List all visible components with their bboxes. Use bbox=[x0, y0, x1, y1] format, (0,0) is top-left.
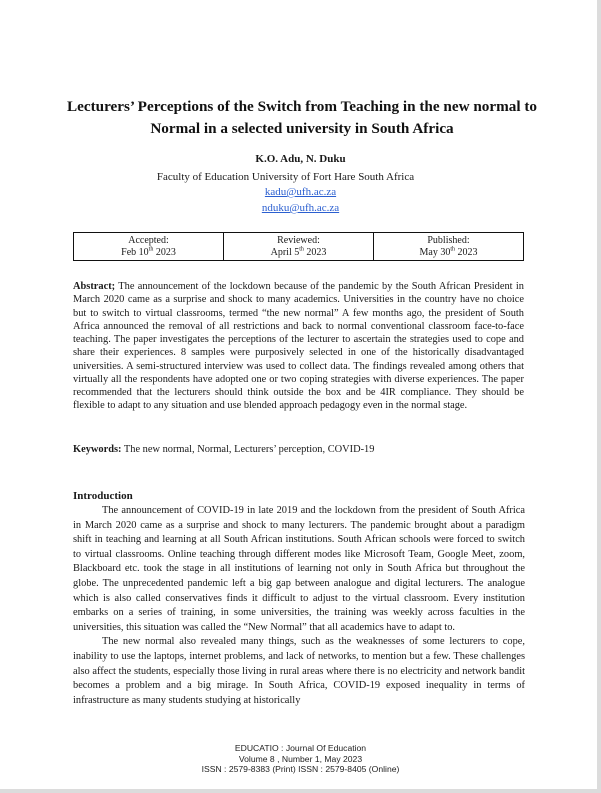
date-label: Reviewed: bbox=[277, 235, 320, 246]
page-edge bbox=[597, 0, 601, 793]
date-accepted bbox=[74, 233, 224, 260]
date-published bbox=[374, 233, 523, 260]
date-label: Published: bbox=[427, 235, 470, 246]
section-heading: Introduction bbox=[73, 490, 133, 502]
date-reviewed bbox=[224, 233, 374, 260]
abstract bbox=[73, 280, 524, 413]
keywords bbox=[73, 444, 524, 455]
introduction-body bbox=[73, 504, 525, 708]
affiliation: Faculty of Education University of Fort Hare South Africa bbox=[156, 171, 415, 183]
paragraph: The announcement of COVID-19 in late 2019 and the lockdown from the president of South Africa in March 2020 came as a surprise and shock to many lecturers. The pandemic brought about a paradigm shift in teaching and learning at all South African institutions. South African schools were forced to switch to virtual classrooms. Online teaching through different modes like Microsoft Team, Google Meet, zoom, Blackboard etc. took the stage in all institutions of learning not only in South Africa but throughout the globe. The unprecedented pandemic left a big gap between analogue and digital lecturers. The analogue which is also called conservatives finds it difficult to adjust to the virtual classroom. Every institution embarks on a series of training, in some universities, the training was weekly across faculties in the universities, this situation was called the “New Normal” that all academics have to adapt to. bbox=[73, 505, 525, 633]
date-value: May 30th 2023 bbox=[419, 246, 478, 258]
journal-name: EDUCATIO : Journal Of Education bbox=[234, 743, 367, 753]
date-label: Accepted: bbox=[128, 235, 169, 246]
date-value: Feb 10th 2023 bbox=[121, 246, 176, 258]
abstract-label: Abstract; bbox=[73, 281, 116, 292]
journal-volume: Volume 8 , Number 1, May 2023 bbox=[238, 753, 363, 764]
authors: K.O. Adu, N. Duku bbox=[255, 153, 346, 165]
abstract-text: The announcement of the lockdown because of the pandemic by the South African President in March 2020 came as a surprise and shock to many academics. Universities in the country have no choice but to switch to virtual classrooms, termed “the new normal” A few months ago, the president of South Africa announced the removal of all restrictions and back to normal conventional classroom face-to-face teaching. The paper investigates the perceptions of the lecturer to ascertain the strategies used to cope and share their experiences. 8 samples were purposively selected in one of the historically disadvantaged universities. A semi-structured interview was used to collect data. The findings revealed among others that virtually all the respondents have adopted one or two coping strategies with diverse experiences. The paper recommended that the lecturers should think outside the box and be 4IR compliance. They should be flexible to adapt to any situation and use blended approach pedagogy even in the normal stage. bbox=[73, 281, 524, 412]
date-value: April 5th 2023 bbox=[270, 246, 327, 258]
page-edge bbox=[0, 789, 601, 793]
paper-title: Lecturers’ Perceptions of the Switch from Teaching in the new normal to Normal in a selected university in South Africa bbox=[66, 98, 538, 137]
paragraph: The new normal also revealed many things, such as the weaknesses of some lecturers to cope, inability to use the laptops, internet problems, and lack of networks, to mention but a few. These challenges also affect the students, especially those living in rural areas where there is no electricity and network bandit becomes a problem and a big mirage. In South Africa, COVID-19 exposed inequality in terms of infrastructure as many students studying at historically bbox=[73, 636, 525, 706]
journal-footer bbox=[0, 743, 601, 775]
email-link[interactable]: nduku@ufh.ac.za bbox=[261, 202, 340, 214]
keywords-text: The new normal, Normal, Lecturers’ perception, COVID-19 bbox=[123, 444, 375, 455]
journal-issn: ISSN : 2579-8383 (Print) ISSN : 2579-8405 (Online) bbox=[201, 764, 400, 775]
email-link[interactable]: kadu@ufh.ac.za bbox=[264, 186, 337, 198]
dates-table bbox=[73, 232, 524, 261]
keywords-label: Keywords: bbox=[73, 444, 122, 455]
